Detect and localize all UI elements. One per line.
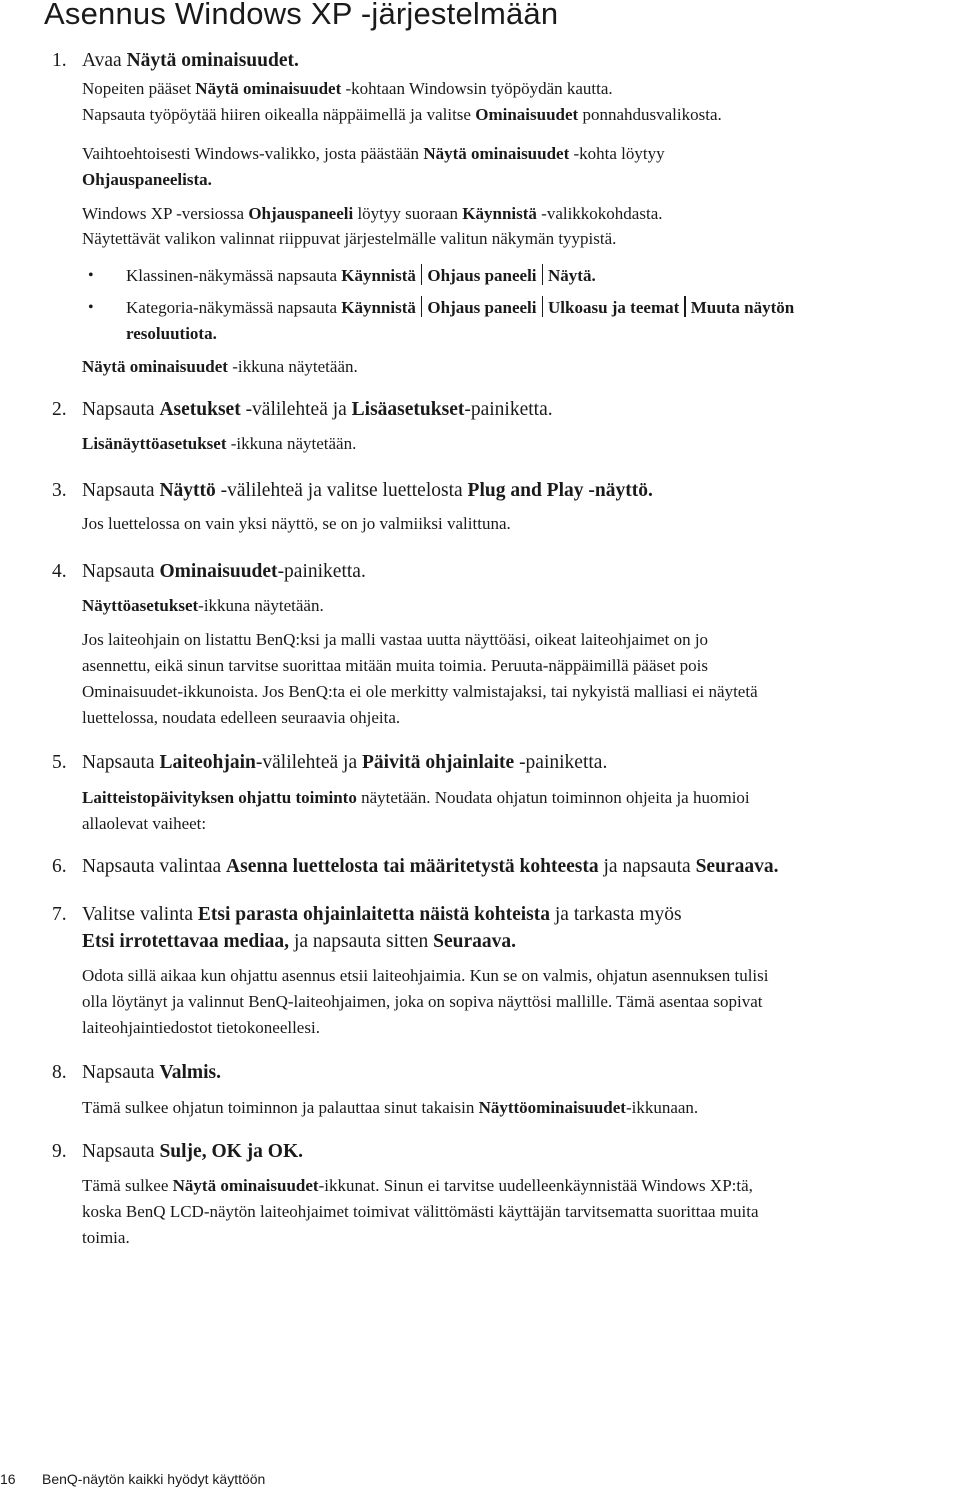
- step-9-heading: Napsauta Sulje, OK ja OK.: [82, 1141, 303, 1162]
- step-4-line: asennettu, eikä sinun tarvitse suorittaa mitään muita toimia. Peruuta-näppäimillä pääset pois: [82, 656, 708, 675]
- bullet-icon: •: [88, 299, 94, 316]
- step-9-line: Tämä sulkee Näytä ominaisuudet-ikkunat. Sinun ei tarvitse uudelleenkäynnistää Windows XP:tä,: [82, 1176, 753, 1195]
- step-7-line: Odota sillä aikaa kun ohjattu asennus etsii laiteohjaimia. Kun se on valmis, ohjatun asennuksen tulisi: [82, 966, 769, 985]
- step-1-line: Näytä ominaisuudet -ikkuna näytetään.: [82, 357, 358, 376]
- step-4-line: Jos laiteohjain on listattu BenQ:ksi ja malli vastaa uutta näyttöäsi, oikeat laiteohjaimet on jo: [82, 630, 709, 649]
- step-2-number: 2.: [52, 399, 67, 420]
- step-1-line: Napsauta työpöytää hiiren oikealla näppäimellä ja valitse Ominaisuudet ponnahdusvalikosta.: [82, 105, 722, 124]
- page-title: Asennus Windows XP -järjestelmään: [44, 0, 559, 31]
- step-1-bullet-category: Kategoria-näkymässä napsauta Käynnistä Ohjaus paneeli Ulkoasu ja teemat Muuta näytön: [126, 298, 795, 317]
- step-2-heading: Napsauta Asetukset -välilehteä ja Lisäasetukset-painiketta.: [82, 399, 553, 420]
- step-2-line: Lisänäyttöasetukset -ikkuna näytetään.: [82, 434, 357, 453]
- step-4-line: luettelossa, noudata edelleen seuraavia ohjeita.: [82, 708, 401, 727]
- step-8-line: Tämä sulkee ohjatun toiminnon ja palauttaa sinut takaisin Näyttöominaisuudet-ikkunaan.: [82, 1098, 699, 1117]
- step-1-bullet-category-cont: resoluutiota.: [126, 324, 217, 343]
- step-6-number: 6.: [52, 856, 67, 877]
- step-5-line: allaolevat vaiheet:: [82, 814, 207, 833]
- step-4-line: Ominaisuudet-ikkunoista. Jos BenQ:ta ei ole merkitty valmistajaksi, tai nykyistä malliasi ei näytetä: [82, 682, 758, 701]
- bullet-icon: •: [88, 267, 94, 284]
- step-1-line: Ohjauspaneelista.: [82, 170, 212, 189]
- step-4-line: Näyttöasetukset-ikkuna näytetään.: [82, 596, 324, 615]
- step-1-line: Windows XP -versiossa Ohjauspaneeli löytyy suoraan Käynnistä -valikkokohdasta.: [82, 204, 663, 223]
- step-7-heading-cont: Etsi irrotettavaa mediaa, ja napsauta sitten Seuraava.: [82, 931, 516, 952]
- step-6-heading: Napsauta valintaa Asenna luettelosta tai määritetystä kohteesta ja napsauta Seuraava.: [82, 856, 779, 877]
- step-9-line: toimia.: [82, 1228, 130, 1247]
- step-1-number: 1.: [52, 50, 67, 71]
- step-1-line: Näytettävät valikon valinnat riippuvat järjestelmälle valitun näkymän tyypistä.: [82, 229, 617, 248]
- step-8-heading: Napsauta Valmis.: [82, 1062, 222, 1083]
- step-7-number: 7.: [52, 904, 67, 925]
- step-7-line: laiteohjaintiedostot tietokoneellesi.: [82, 1018, 320, 1037]
- step-7-line: olla löytänyt ja valinnut BenQ-laiteohjaimen, joka on sopiva näyttösi mallille. Tämä asentaa sopivat: [82, 992, 763, 1011]
- step-3-number: 3.: [52, 480, 67, 501]
- step-5-number: 5.: [52, 752, 67, 773]
- step-5-heading: Napsauta Laiteohjain-välilehteä ja Päivitä ohjainlaite -painiketta.: [82, 752, 608, 773]
- footer-title: BenQ-näytön kaikki hyödyt käyttöön: [42, 1471, 266, 1487]
- step-4-heading: Napsauta Ominaisuudet-painiketta.: [82, 561, 366, 582]
- step-3-line: Jos luettelossa on vain yksi näyttö, se on jo valmiiksi valittuna.: [82, 514, 511, 533]
- step-7-heading: Valitse valinta Etsi parasta ohjainlaitetta näistä kohteista ja tarkasta myös: [82, 904, 682, 925]
- page-number: 16: [0, 1471, 16, 1487]
- step-1-line: Nopeiten pääset Näytä ominaisuudet -kohtaan Windowsin työpöydän kautta.: [82, 79, 613, 98]
- step-9-line: koska BenQ LCD-näytön laiteohjaimet toimivat välittömästi käyttäjän tarvitsematta suorittaa muita: [82, 1202, 759, 1221]
- step-1-line: Vaihtoehtoisesti Windows-valikko, josta päästään Näytä ominaisuudet -kohta löytyy: [82, 144, 665, 163]
- step-1-heading: Avaa Näytä ominaisuudet.: [82, 50, 299, 71]
- step-1-bullet-classic: Klassinen-näkymässä napsauta Käynnistä Ohjaus paneeli Näytä.: [126, 266, 596, 285]
- step-3-heading: Napsauta Näyttö -välilehteä ja valitse luettelosta Plug and Play -näyttö.: [82, 480, 653, 501]
- step-4-number: 4.: [52, 561, 67, 582]
- step-9-number: 9.: [52, 1141, 67, 1162]
- step-5-line: Laitteistopäivityksen ohjattu toiminto näytetään. Noudata ohjatun toiminnon ohjeita ja huomioi: [82, 788, 750, 807]
- step-8-number: 8.: [52, 1062, 67, 1083]
